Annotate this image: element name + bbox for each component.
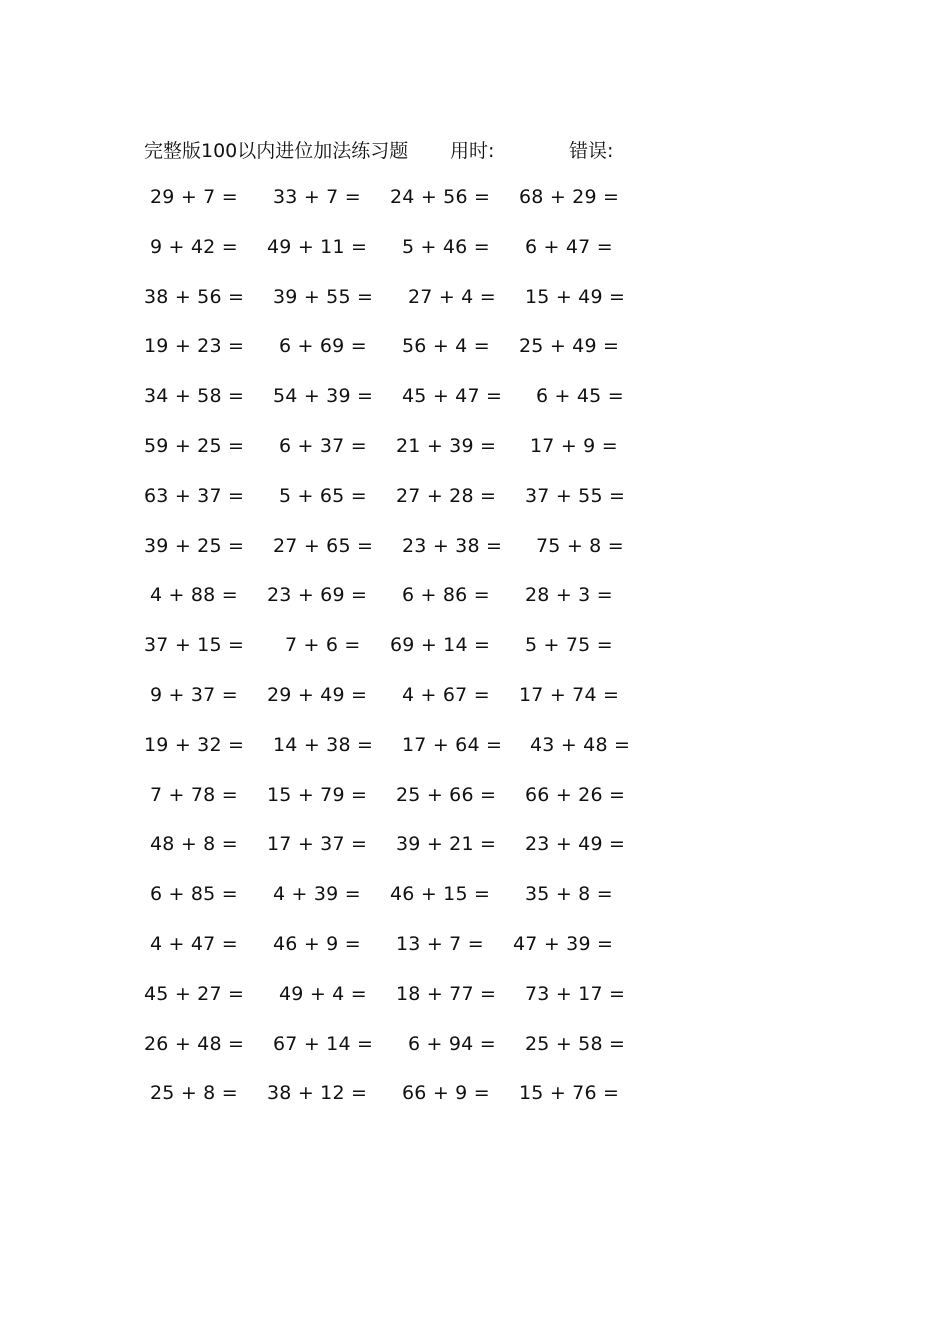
addition-problem: 26 + 48 = [144, 1032, 245, 1055]
problem-row [0, 684, 950, 734]
addition-problem: 27 + 65 = [273, 534, 374, 557]
addition-problem: 23 + 69 = [267, 584, 368, 607]
problem-row [0, 435, 950, 485]
problem-row [0, 1082, 950, 1132]
addition-problem: 6 + 94 = [408, 1032, 496, 1055]
problem-row [0, 485, 950, 535]
addition-problem: 25 + 66 = [396, 783, 497, 806]
problem-grid [0, 186, 950, 1132]
problem-row [0, 784, 950, 834]
addition-problem: 7 + 6 = [285, 634, 361, 657]
addition-problem: 33 + 7 = [273, 186, 361, 208]
addition-problem: 29 + 49 = [267, 683, 368, 706]
problem-row [0, 186, 950, 236]
addition-problem: 25 + 58 = [525, 1032, 626, 1055]
addition-problem: 14 + 38 = [273, 733, 374, 756]
addition-problem: 13 + 7 = [396, 932, 484, 955]
problem-row [0, 933, 950, 983]
addition-problem: 39 + 55 = [273, 285, 374, 308]
addition-problem: 46 + 15 = [390, 883, 491, 906]
addition-problem: 4 + 67 = [402, 683, 490, 706]
addition-problem: 17 + 74 = [519, 683, 620, 706]
addition-problem: 49 + 11 = [267, 235, 368, 258]
addition-problem: 6 + 86 = [402, 584, 490, 607]
problem-row [0, 385, 950, 435]
addition-problem: 6 + 69 = [279, 335, 367, 358]
addition-problem: 48 + 8 = [150, 833, 238, 856]
worksheet-title: 完整版100以内进位加法练习题 [144, 140, 409, 162]
addition-problem: 37 + 55 = [525, 484, 626, 507]
addition-problem: 38 + 12 = [267, 1082, 368, 1105]
addition-problem: 19 + 32 = [144, 733, 245, 756]
problem-row [0, 883, 950, 933]
addition-problem: 34 + 58 = [144, 385, 245, 408]
addition-problem: 25 + 8 = [150, 1082, 238, 1105]
problem-row [0, 833, 950, 883]
error-label: 错误: [569, 140, 614, 162]
addition-problem: 54 + 39 = [273, 385, 374, 408]
addition-problem: 43 + 48 = [530, 733, 631, 756]
problem-row [0, 584, 950, 634]
problem-row [0, 335, 950, 385]
addition-problem: 29 + 7 = [150, 186, 238, 208]
addition-problem: 6 + 47 = [525, 235, 613, 258]
addition-problem: 18 + 77 = [396, 982, 497, 1005]
addition-problem: 66 + 26 = [525, 783, 626, 806]
addition-problem: 6 + 45 = [536, 385, 624, 408]
addition-problem: 5 + 65 = [279, 484, 367, 507]
addition-problem: 46 + 9 = [273, 932, 361, 955]
addition-problem: 17 + 37 = [267, 833, 368, 856]
addition-problem: 24 + 56 = [390, 186, 491, 208]
addition-problem: 17 + 9 = [530, 434, 618, 457]
addition-problem: 75 + 8 = [536, 534, 624, 557]
problem-row [0, 734, 950, 784]
addition-problem: 66 + 9 = [402, 1082, 490, 1105]
addition-problem: 23 + 38 = [402, 534, 503, 557]
problem-row [0, 236, 950, 286]
time-label: 用时: [450, 140, 495, 162]
addition-problem: 15 + 49 = [525, 285, 626, 308]
addition-problem: 17 + 64 = [402, 733, 503, 756]
addition-problem: 23 + 49 = [525, 833, 626, 856]
addition-problem: 7 + 78 = [150, 783, 238, 806]
problem-row [0, 535, 950, 585]
addition-problem: 39 + 21 = [396, 833, 497, 856]
addition-problem: 27 + 4 = [408, 285, 496, 308]
addition-problem: 45 + 27 = [144, 982, 245, 1005]
problem-row [0, 1033, 950, 1083]
addition-problem: 49 + 4 = [279, 982, 367, 1005]
addition-problem: 4 + 39 = [273, 883, 361, 906]
problem-row [0, 634, 950, 684]
addition-problem: 9 + 42 = [150, 235, 238, 258]
problem-row [0, 983, 950, 1033]
addition-problem: 68 + 29 = [519, 186, 620, 208]
addition-problem: 47 + 39 = [513, 932, 614, 955]
addition-problem: 67 + 14 = [273, 1032, 374, 1055]
addition-problem: 35 + 8 = [525, 883, 613, 906]
addition-problem: 19 + 23 = [144, 335, 245, 358]
addition-problem: 15 + 79 = [267, 783, 368, 806]
addition-problem: 4 + 47 = [150, 932, 238, 955]
addition-problem: 15 + 76 = [519, 1082, 620, 1105]
addition-problem: 39 + 25 = [144, 534, 245, 557]
addition-problem: 63 + 37 = [144, 484, 245, 507]
addition-problem: 37 + 15 = [144, 634, 245, 657]
addition-problem: 38 + 56 = [144, 285, 245, 308]
addition-problem: 59 + 25 = [144, 434, 245, 457]
addition-problem: 21 + 39 = [396, 434, 497, 457]
addition-problem: 69 + 14 = [390, 634, 491, 657]
addition-problem: 73 + 17 = [525, 982, 626, 1005]
addition-problem: 27 + 28 = [396, 484, 497, 507]
problem-row [0, 286, 950, 336]
addition-problem: 25 + 49 = [519, 335, 620, 358]
addition-problem: 9 + 37 = [150, 683, 238, 706]
addition-problem: 4 + 88 = [150, 584, 238, 607]
addition-problem: 6 + 85 = [150, 883, 238, 906]
addition-problem: 5 + 75 = [525, 634, 613, 657]
addition-problem: 28 + 3 = [525, 584, 613, 607]
addition-problem: 5 + 46 = [402, 235, 490, 258]
addition-problem: 56 + 4 = [402, 335, 490, 358]
addition-problem: 45 + 47 = [402, 385, 503, 408]
addition-problem: 6 + 37 = [279, 434, 367, 457]
